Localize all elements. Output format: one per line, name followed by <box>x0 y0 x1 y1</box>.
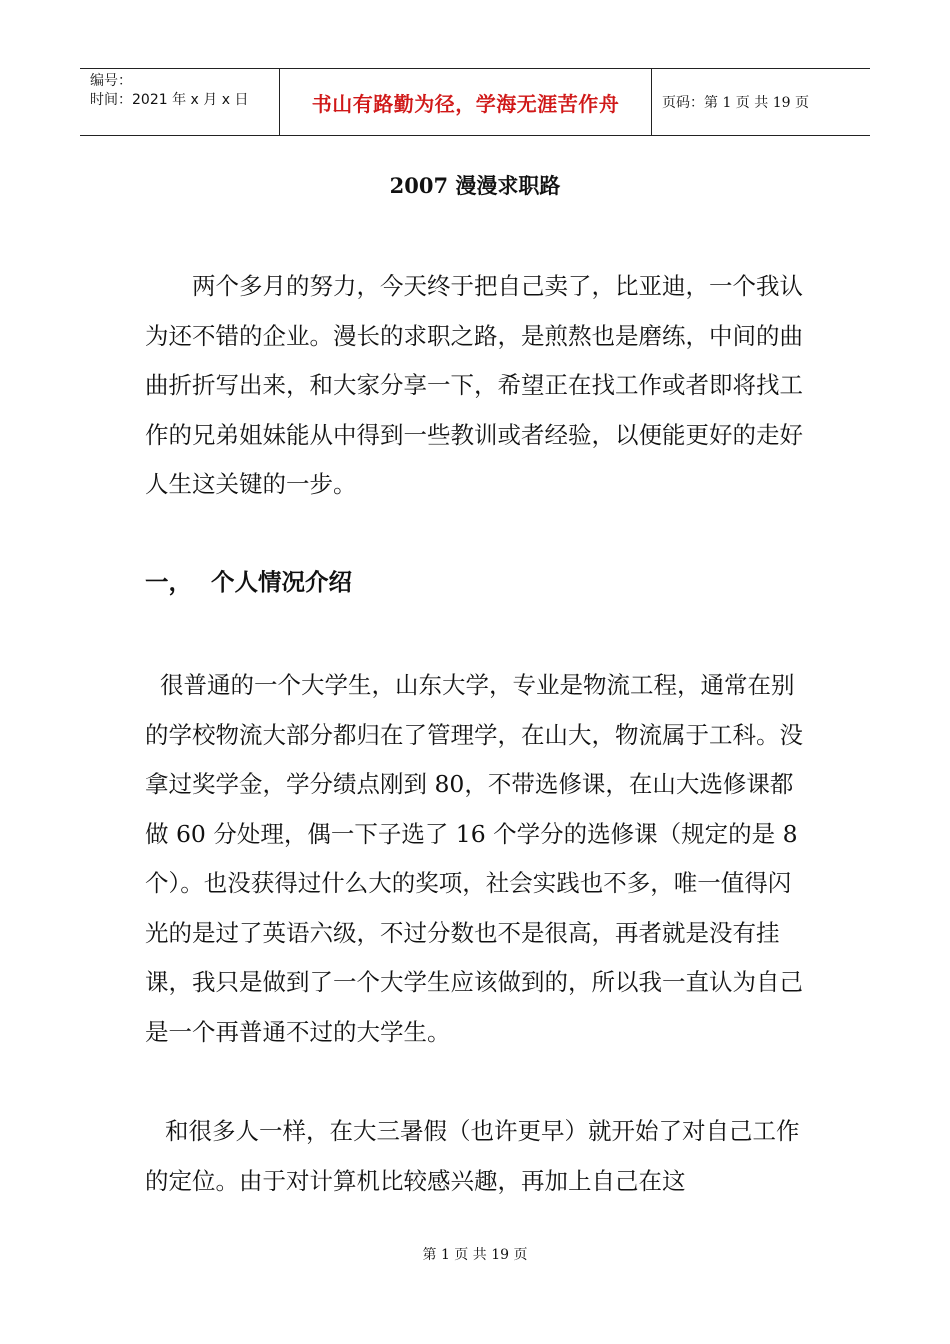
body-paragraph: 和很多人一样，在大三暑假（也许更早）就开始了对自己工作的定位。由于对计算机比较感兴趣，再加上自己在这 <box>145 1117 800 1195</box>
body-paragraph: 很普通的一个大学生，山东大学，专业是物流工程，通常在别的学校物流大部分都归在了管理学，在山大，物流属于工科。没拿过奖学金，学分绩点刚到 80，不带选修课，在山大选修课都做 60 分处理，偶一下子选了 16 个学分的选修课（规定的是 8 个）。也没获得过什么大的奖项，社会实践也不多，唯一值得闪光的是过了英语六级，不过分数也不是很高，再者就是没有挂课，我只是做到了一个大学生应该做到的，所以我一直认为自己是一个再普通不过的大学生。 <box>145 671 803 1046</box>
header-meta <box>80 69 280 135</box>
page-header <box>80 68 870 136</box>
section-title: 个人情况介绍 <box>211 568 352 596</box>
page-footer: 第 1 页 共 19 页 <box>422 1247 528 1263</box>
time-label: 时间：2021 年 x 月 x 日 <box>90 92 249 108</box>
document-title: 2007 漫漫求职路 <box>389 173 561 198</box>
intro-paragraph: 两个多月的努力，今天终于把自己卖了，比亚迪，一个我认为还不错的企业。漫长的求职之路，是煎熬也是磨练，中间的曲曲折折写出来，和大家分享一下，希望正在找工作或者即将找工作的兄弟姐妹能从中得到一些教训或者经验，以便能更好的走好人生这关键的一步。 <box>145 272 803 498</box>
section-heading <box>145 562 352 602</box>
header-motto: 书山有路勤为径，学海无涯苦作舟 <box>311 91 620 116</box>
header-motto-cell <box>280 69 652 135</box>
code-label: 编号： <box>90 73 132 89</box>
header-page-info: 页码：第 1 页 共 19 页 <box>662 95 809 111</box>
section-number: 一， <box>145 568 192 596</box>
